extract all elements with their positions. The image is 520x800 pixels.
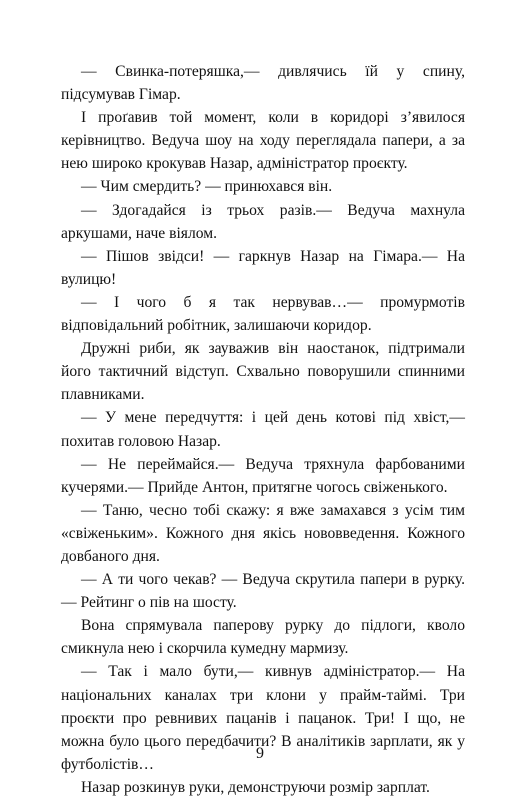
paragraph: — А ти чого чекав? — Ведуча скрутила папери в рурку.— Рейтинг о пів на шосту. (61, 571, 465, 612)
paragraph: Назар розкинув руки, демонструючи розмір зарплат. (81, 778, 430, 796)
paragraph: — У мене передчуття: і цей день котові під хвіст,— похитав головою Назар. (61, 409, 465, 450)
paragraph: — Пішов звідси! — гаркнув Назар на Гімара.— На вулицю! (61, 247, 465, 288)
paragraph: — Здогадайся із трьох разів.— Ведуча махнула аркушами, наче віялом. (61, 201, 465, 242)
paragraph: І проґавив той момент, коли в коридорі з’явилося керівництво. Ведуча шоу на ходу переглядала папери, а за нею широко крокував Назар, адміністратор проєкту. (61, 109, 465, 173)
page-number: 9 (256, 745, 264, 762)
paragraph: — Чим смердить? — принюхався він. (81, 178, 333, 196)
paragraph: — Так і мало бути,— кивнув адміністратор.— На національних каналах три клони у прайм-таймі. Три проєкти про ревнивих пацанів і пацанок. Три! І що, не можна було цього передбачити? В аналітиків зарплати, як у футболістів… (61, 663, 465, 773)
paragraph: Дружні риби, як зауважив він наостанок, підтримали його тактичний відступ. Схвально поворушили спинними плавниками. (61, 340, 465, 404)
paragraph: — Таню, чесно тобі скажу: я вже замахався з усім тим «свіженьким». Кожного дня якісь нововведення. Кожного довбаного дня. (61, 501, 465, 565)
paragraph: Вона спрямувала паперову рурку до підлоги, кволо смикнула нею і скорчила кумедну мармизу. (61, 617, 465, 658)
body-text (61, 60, 465, 799)
paragraph: — Не переймайся.— Ведуча тряхнула фарбованими кучерями.— Прийде Антон, притягне чогось свіженького. (61, 455, 465, 496)
paragraph: — І чого б я так нервував…— промурмотів відповідальний робітник, залишаючи коридор. (61, 293, 465, 335)
paragraph: — Свинка-потеряшка,— дивлячись їй у спину, підсумував Гімар. (61, 63, 465, 104)
